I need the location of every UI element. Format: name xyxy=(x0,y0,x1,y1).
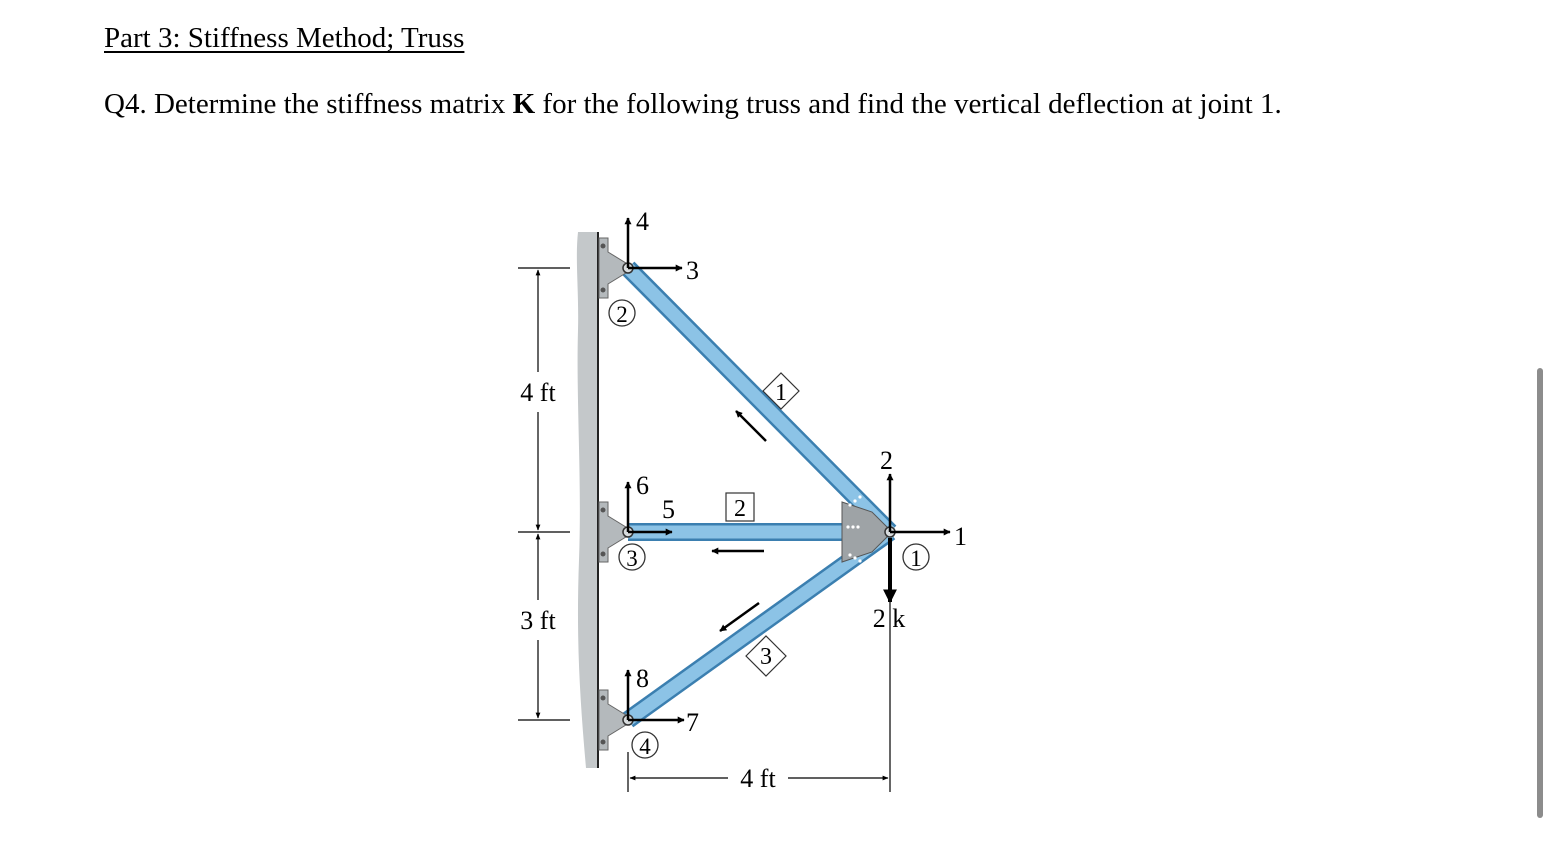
svg-text:3: 3 xyxy=(760,644,772,670)
member-3-face xyxy=(628,532,890,720)
dof-label-2: 2 xyxy=(880,446,893,475)
dof-label-8: 8 xyxy=(636,664,649,693)
dof-label-7: 7 xyxy=(686,708,699,737)
dof-label-6: 6 xyxy=(636,471,649,500)
member-1-face xyxy=(628,268,890,532)
svg-text:2: 2 xyxy=(734,496,746,522)
member-label-2 xyxy=(726,493,754,522)
question-text-start: Q4. Determine the stiffness matrix xyxy=(104,88,513,120)
svg-text:1: 1 xyxy=(775,380,787,406)
stiffness-matrix-symbol: K xyxy=(512,88,536,120)
section-heading: Part 3: Stiffness Method; Truss xyxy=(104,22,465,54)
node-label-1 xyxy=(903,544,929,571)
vertical-scrollbar[interactable] xyxy=(1537,368,1543,818)
node-label-4 xyxy=(632,732,658,759)
dof-label-4: 4 xyxy=(636,207,649,236)
wall xyxy=(577,232,598,768)
svg-text:1: 1 xyxy=(910,546,922,571)
load-label: 2 k xyxy=(872,604,906,633)
svg-text:4: 4 xyxy=(639,734,651,759)
dof-label-3: 3 xyxy=(686,256,699,285)
dimension-label-width: 4 ft xyxy=(740,764,776,793)
dimension-label-lower: 3 ft xyxy=(520,606,556,635)
svg-text:3: 3 xyxy=(626,546,638,571)
dof-arrows xyxy=(628,218,950,720)
node-label-3 xyxy=(619,544,645,571)
dimension-label-upper: 4 ft xyxy=(520,378,556,407)
dof-label-5: 5 xyxy=(662,495,675,524)
question-text-end: for the following truss and find the vertical deflection at joint 1. xyxy=(535,88,1282,120)
node-label-2 xyxy=(609,300,635,327)
dof-label-1: 1 xyxy=(954,522,967,551)
svg-text:2: 2 xyxy=(616,302,628,327)
